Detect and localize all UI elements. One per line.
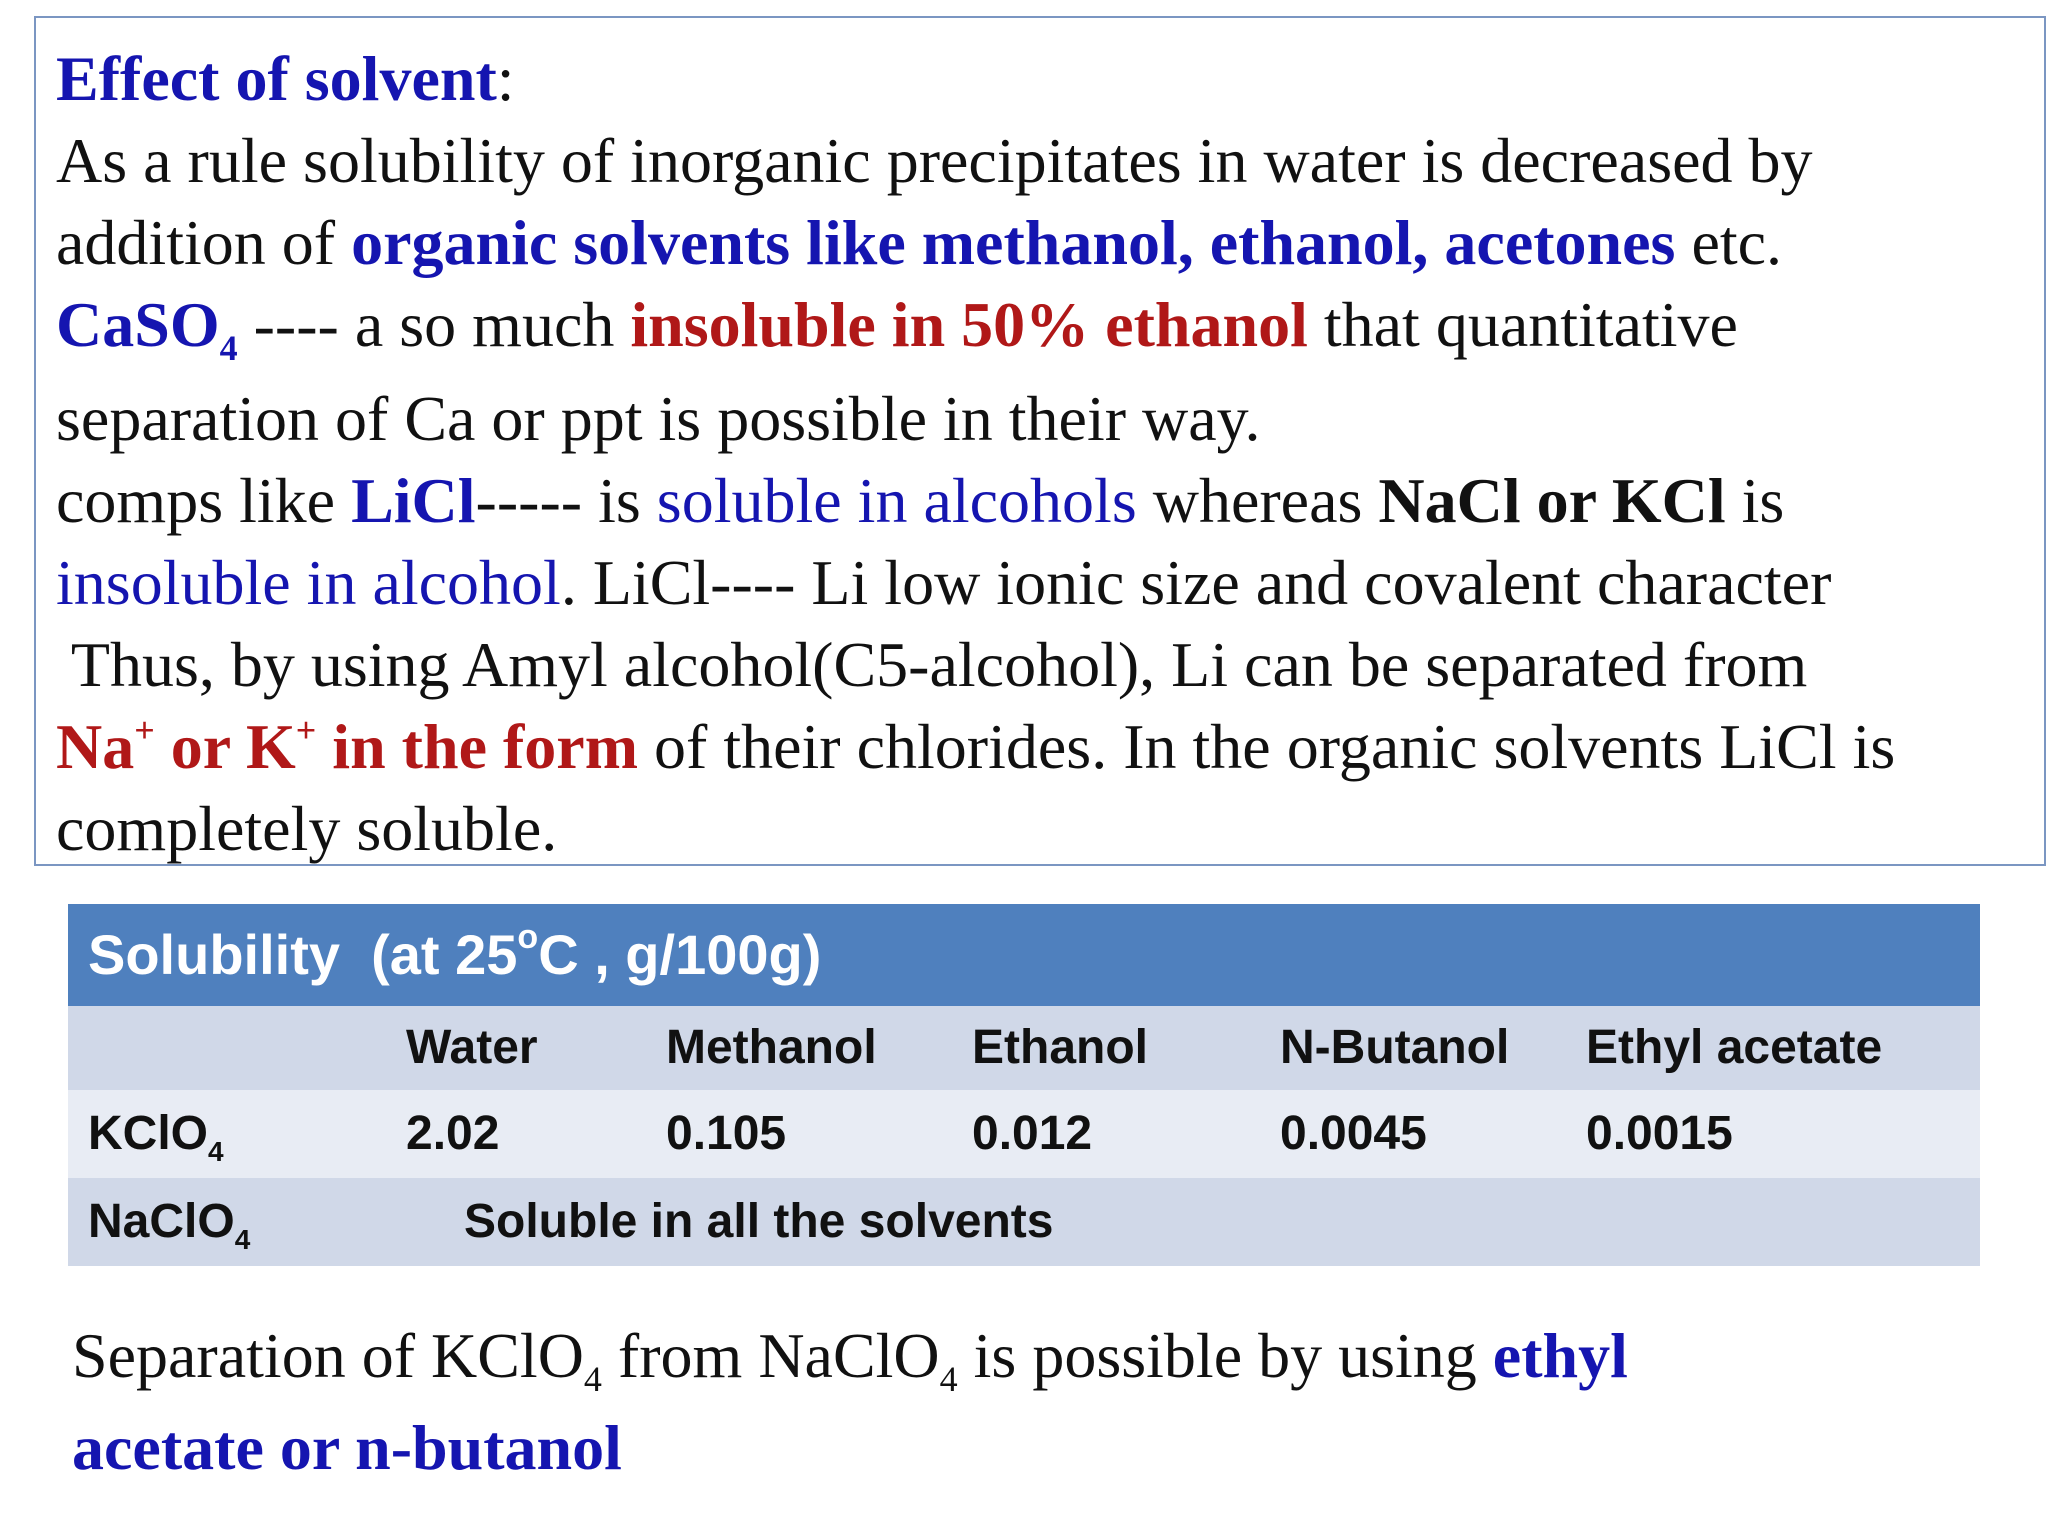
na-charge: + — [134, 710, 155, 750]
paragraph-line-6 — [56, 542, 2044, 624]
line3-post: that quantitative — [1307, 289, 1738, 360]
kclo4-ethyl-acetate: 0.0015 — [1586, 1107, 1733, 1160]
column-header-ethanol: Ethanol — [972, 1021, 1148, 1074]
or-k-ion: or K — [154, 711, 296, 782]
line8-post: of their chlorides. In the organic solvents LiCl is — [638, 711, 1896, 782]
column-header-water: Water — [406, 1021, 538, 1074]
kclo4-ethanol: 0.012 — [972, 1107, 1093, 1160]
line2-pre: addition of — [56, 207, 352, 278]
line9-text: completely soluble. — [56, 793, 558, 864]
paragraph-line-1 — [56, 120, 2044, 202]
paragraph-line-2 — [56, 202, 2044, 284]
kclo4-n-butanol: 0.0045 — [1280, 1107, 1427, 1160]
kclo4-methanol: 0.105 — [666, 1107, 787, 1160]
naclo4-note: Soluble in all the solvents — [464, 1195, 1054, 1248]
effect-of-solvent-box — [34, 16, 2046, 866]
table-row — [68, 1178, 1980, 1266]
caso4-formula — [56, 289, 238, 368]
conclusion-line-1 — [72, 1310, 1972, 1402]
row-label-naclo4 — [88, 1178, 250, 1266]
insoluble-alcohol-highlight: insoluble in alcohol — [56, 547, 561, 618]
na-ion: Na — [56, 711, 135, 782]
line1-text: As a rule solubility of inorganic precipitates in water is decreased by — [56, 125, 1813, 196]
paragraph-line-9 — [56, 788, 2044, 870]
line3-mid: ---- a so much — [237, 289, 631, 360]
paragraph-line-3 — [56, 284, 2044, 378]
conclusion-mid: from NaClO — [601, 1320, 940, 1391]
licl-highlight: LiCl — [351, 465, 476, 536]
kclo4-water: 2.02 — [406, 1107, 500, 1160]
line2-post: etc. — [1675, 207, 1783, 278]
table-title-post: C , g/100g) — [538, 923, 822, 986]
organic-solvents-highlight: organic solvents like methanol, ethanol, acetones — [351, 207, 1676, 278]
line7-text: Thus, by using Amyl alcohol(C5-alcohol), Li can be separated from — [56, 629, 1808, 700]
in-the-form: in the form — [316, 711, 638, 782]
heading-colon: : — [496, 43, 515, 114]
paragraph-line-8 — [56, 706, 2044, 788]
naclo4-subscript: 4 — [234, 1224, 251, 1255]
degree-symbol: o — [517, 918, 539, 956]
line6-post: . LiCl---- Li low ionic size and covalent character — [560, 547, 1832, 618]
acetate-butanol-highlight: acetate or n-butanol — [72, 1412, 622, 1483]
insoluble-ethanol-highlight: insoluble in 50% ethanol — [630, 289, 1308, 360]
heading-line — [56, 38, 2044, 120]
conclusion-line-2 — [72, 1402, 1972, 1494]
na-k-form-highlight — [56, 711, 638, 782]
paragraph-line-5 — [56, 460, 2044, 542]
solubility-table — [68, 904, 1980, 1266]
column-header-ethyl-acetate: Ethyl acetate — [1586, 1021, 1883, 1074]
naclo4-subscript-2: 4 — [939, 1359, 958, 1399]
kclo4-subscript-2: 4 — [583, 1359, 602, 1399]
caso4-text: CaSO — [56, 289, 220, 360]
table-title — [68, 904, 1980, 1006]
paragraph-line-4 — [56, 378, 2044, 460]
soluble-alcohols-highlight: soluble in alcohols — [656, 465, 1137, 536]
line5-whereas: whereas — [1136, 465, 1379, 536]
line5-dash: ----- is — [475, 465, 657, 536]
table-row — [68, 1090, 1980, 1178]
nacl-kcl-highlight: NaCl or KCl — [1378, 465, 1726, 536]
caso4-subscript: 4 — [219, 328, 238, 368]
line5-is: is — [1725, 465, 1785, 536]
paragraph-line-7 — [56, 624, 2044, 706]
k-charge: + — [295, 710, 317, 750]
ethyl-highlight: ethyl — [1492, 1320, 1628, 1391]
table-title-pre: Solubility (at 25 — [88, 923, 518, 986]
line5-pre: comps like — [56, 465, 352, 536]
row-label-kclo4 — [88, 1090, 224, 1178]
table-header-row — [68, 1006, 1980, 1090]
section-heading: Effect of solvent — [56, 43, 497, 114]
kclo4-subscript: 4 — [208, 1136, 224, 1167]
conclusion-post: is possible by using — [957, 1320, 1493, 1391]
conclusion-pre: Separation of KClO — [72, 1320, 584, 1391]
kclo4-text: KClO — [88, 1107, 208, 1160]
conclusion-paragraph — [72, 1310, 1972, 1494]
column-header-methanol: Methanol — [666, 1021, 877, 1074]
line4-text: separation of Ca or ppt is possible in their way. — [56, 383, 1261, 454]
naclo4-text: NaClO — [88, 1195, 235, 1248]
column-header-n-butanol: N-Butanol — [1280, 1021, 1510, 1074]
